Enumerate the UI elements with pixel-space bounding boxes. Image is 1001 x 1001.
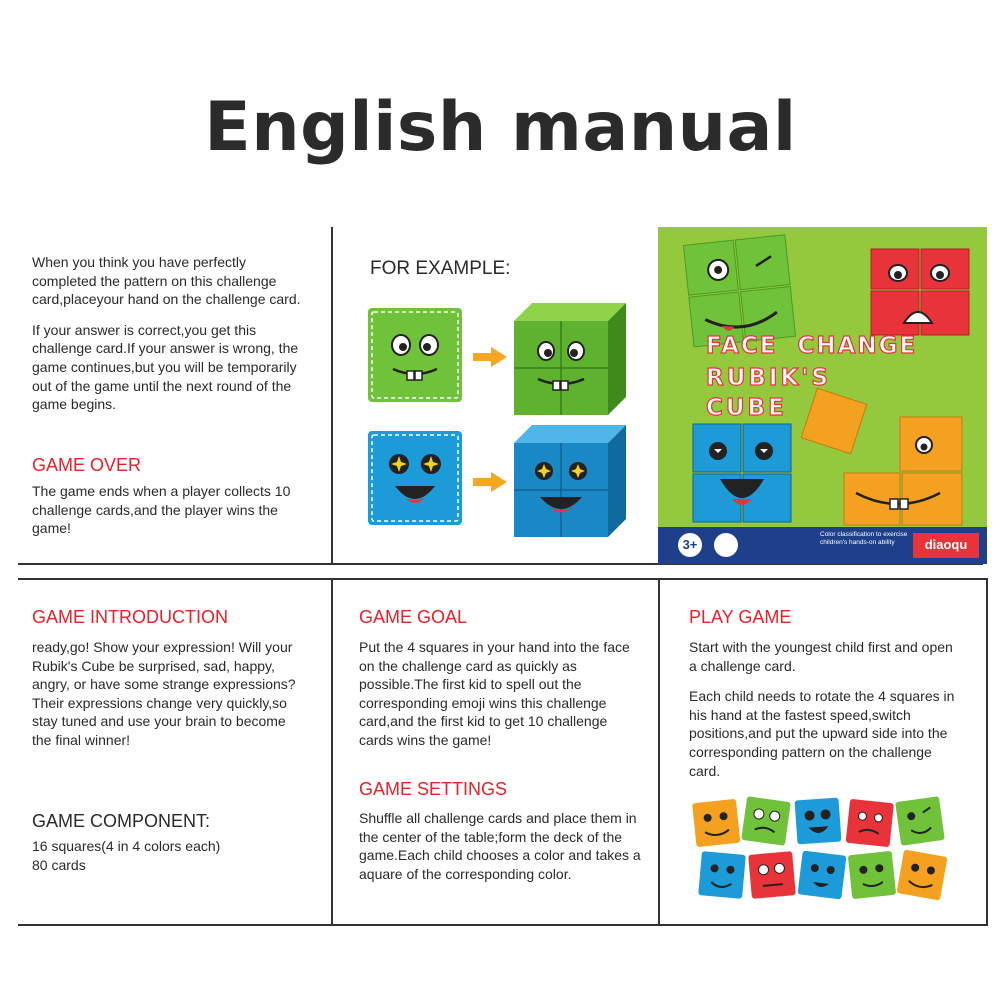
blue-face-card — [367, 430, 463, 526]
divider-bottom — [18, 924, 988, 926]
completion-instructions — [32, 253, 312, 426]
manual-title: English manual — [204, 88, 797, 167]
game-over-text: The game ends when a player collects 10 challenge cards,and the player wins the game! — [32, 483, 291, 537]
divider-right-edge — [986, 578, 988, 926]
blue-cube-image — [514, 425, 626, 537]
age-badge: 3+ — [682, 537, 698, 552]
game-settings-text: Shuffle all challenge cards and place them in the center of the table;form the deck of the game.Each child chooses a color and takes a aquare of the corresponding color. — [359, 810, 641, 882]
green-face-card — [367, 307, 463, 403]
scattered-tiles-image — [690, 795, 950, 901]
answer-paragraph: If your answer is correct,you get this challenge card.If your answer is wrong, the game continues,but you will be temporarily out of the game until the next round of the game begins. — [32, 321, 299, 413]
box-title-line2: RUBIK'S — [706, 365, 831, 391]
arrow-icon — [473, 347, 507, 367]
red-tile-group — [871, 249, 969, 335]
play-game-text — [689, 638, 959, 792]
product-box-art — [658, 227, 987, 564]
game-settings-heading: GAME SETTINGS — [359, 779, 508, 799]
game-goal-heading: GAME GOAL — [359, 607, 468, 627]
game-over-heading: GAME OVER — [32, 455, 142, 475]
game-goal-text: Put the 4 squares in your hand into the face on the challenge card as quickly as possible.The first kid to spell out the corresponding emoji wins this challenge card,and the first kid to get 10 challenge cards wins the game! — [359, 639, 630, 748]
example-label: FOR EXAMPLE: — [370, 258, 511, 279]
play-game-heading: PLAY GAME — [689, 607, 792, 627]
divider-lower-top — [18, 578, 988, 580]
play-paragraph-2: Each child needs to rotate the 4 squares in his hand at the fastest speed,switch positions,and put the upward side into the corresponding pattern on the challenge card. — [689, 688, 955, 779]
play-paragraph-1: Start with the youngest child first and open a challenge card. — [689, 639, 953, 674]
divider-top-left — [331, 227, 333, 563]
green-tile-group — [683, 235, 795, 347]
box-title-line1: FACE CHANGE — [706, 333, 918, 359]
divider-bottom-left — [331, 578, 333, 926]
game-introduction-heading: GAME INTRODUCTION — [32, 607, 228, 627]
blue-tile-group — [693, 424, 791, 522]
arrow-icon — [473, 472, 507, 492]
completion-paragraph: When you think you have perfectly completed the pattern on this challenge card,placeyour hand on the challenge card. — [32, 254, 301, 308]
green-cube-image — [514, 303, 626, 415]
brand-logo: diaoqu — [924, 537, 968, 552]
component-cards: 80 cards — [32, 857, 86, 873]
game-component-heading: GAME COMPONENT: — [32, 811, 211, 831]
box-title-line3: CUBE — [706, 395, 787, 421]
box-tagline: Color classification to exercise children's hands-on ability — [820, 531, 908, 546]
game-introduction-text: ready,go! Show your expression! Will your Rubik's Cube be surprised, sad, happy, angry, or have some strange expressions? Their expressions change very quickly,so stay tuned and use your brain to become the final winner! — [32, 639, 296, 748]
orange-tile-group — [801, 388, 962, 525]
divider-bottom-right — [658, 578, 660, 926]
component-squares: 16 squares(4 in 4 colors each) — [32, 838, 221, 854]
